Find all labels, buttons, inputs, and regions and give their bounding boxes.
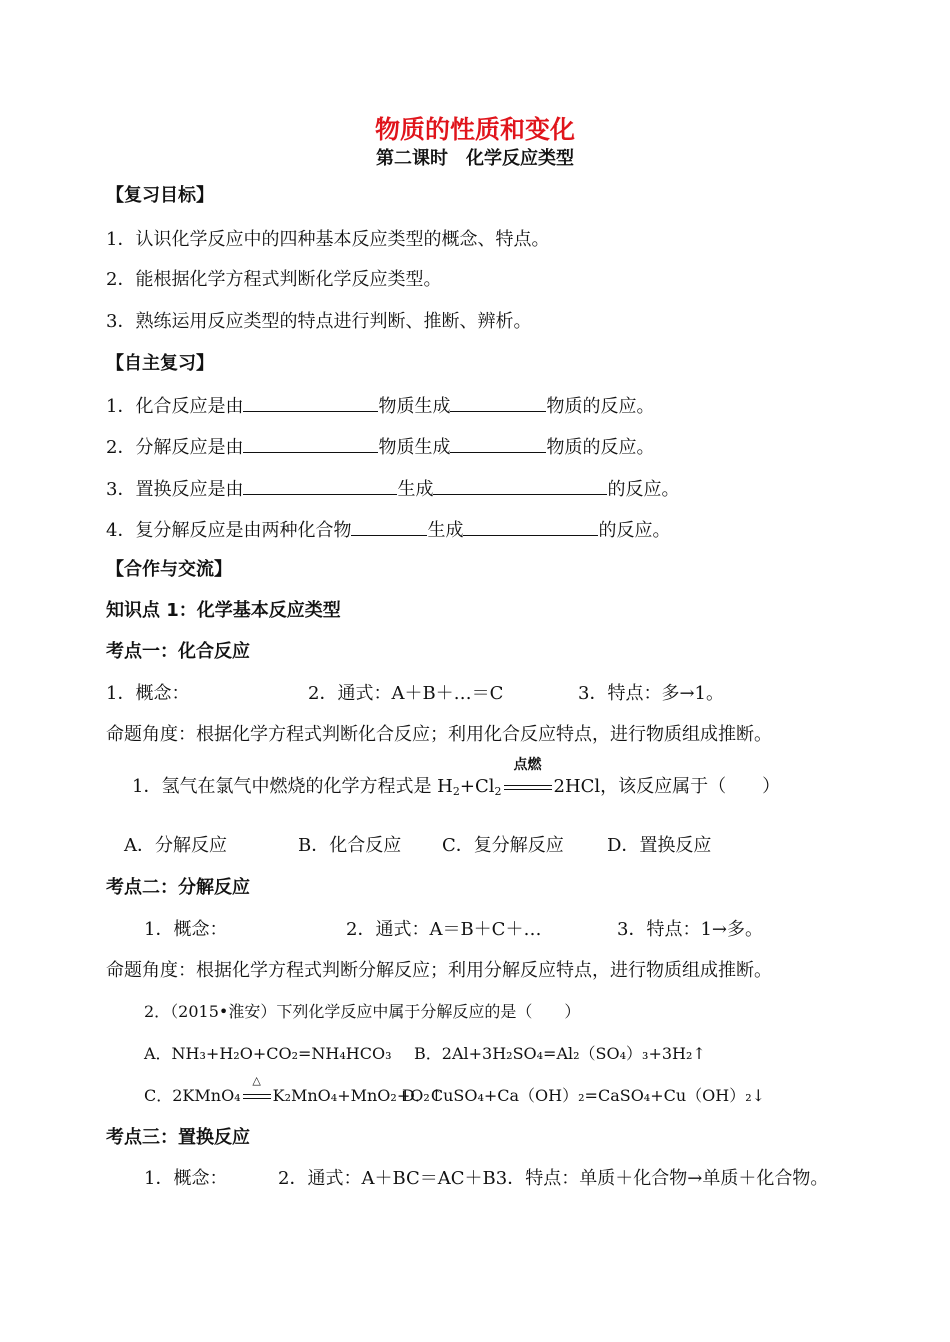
reaction-condition (502, 757, 554, 799)
test-point-2-concept: 1．概念： (144, 919, 228, 940)
fill-question-text: 2．分解反应是由 (106, 437, 244, 458)
answer-blank[interactable] (433, 475, 607, 495)
question-1-text: 2HCl，该反应属于（ ） (553, 776, 781, 797)
fill-question-2 (106, 433, 654, 460)
fill-question-text: 生成 (427, 520, 464, 541)
test-point-1-feature: 3．特点：多→1。 (578, 683, 724, 704)
fill-question-text: 3．置换反应是由 (106, 479, 244, 500)
self-review-heading: 【自主复习】 (106, 353, 214, 374)
document-title: 物质的性质和变化 (374, 115, 575, 144)
answer-blank[interactable] (351, 516, 427, 536)
fill-question-text: 物质的反应。 (546, 396, 655, 417)
option-a[interactable]: A．NH₃+H₂O+CO₂=NH₄HCO₃ (144, 1044, 392, 1063)
subscript: 2 (452, 785, 460, 798)
test-point-2-formula: 2．通式：A＝B＋C＋… (346, 919, 542, 940)
test-point-2-angle: 命题角度：根据化学方程式判断分解反应；利用分解反应特点，进行物质组成推断。 (106, 960, 772, 981)
question-1-text: +Cl (459, 776, 495, 797)
test-point-2-feature: 3．特点：1→多。 (617, 919, 763, 940)
option-b[interactable]: B．2Al+3H₂SO₄=Al₂（SO₄）₃+3H₂↑ (414, 1044, 706, 1063)
heat-triangle-icon: △ (252, 1074, 261, 1087)
test-point-3-heading: 考点三：置换反应 (106, 1127, 250, 1148)
test-point-1-concept: 1．概念： (106, 683, 190, 704)
option-c[interactable]: C．复分解反应 (442, 835, 564, 856)
fill-question-text: 物质生成 (378, 396, 451, 417)
option-b[interactable]: B．化合反应 (298, 835, 402, 856)
test-point-1-formula: 2．通式：A＋B＋…＝C (308, 683, 504, 704)
equals-sign (243, 1094, 271, 1099)
fill-question-text: 物质的反应。 (546, 437, 655, 458)
test-point-3-formula: 2．通式：A＋BC＝AC＋B3．特点：单质＋化合物→单质＋化合物。 (278, 1168, 829, 1189)
document-subtitle: 第二课时 化学反应类型 (376, 148, 574, 169)
fill-question-3 (106, 475, 679, 502)
test-point-1-angle: 命题角度：根据化学方程式判断化合反应；利用化合反应特点，进行物质组成推断。 (106, 724, 772, 745)
review-goal-item: 1．认识化学反应中的四种基本反应类型的概念、特点。 (106, 229, 550, 250)
answer-blank[interactable] (450, 392, 546, 412)
test-point-2-heading: 考点二：分解反应 (106, 877, 250, 898)
equals-sign (504, 785, 552, 790)
question-1-text: 1．氢气在氯气中燃烧的化学方程式是 H (132, 776, 453, 797)
fill-question-text: 的反应。 (607, 479, 680, 500)
fill-question-text: 4．复分解反应是由两种化合物 (106, 520, 352, 541)
fill-question-text: 生成 (397, 479, 434, 500)
answer-blank[interactable] (243, 392, 378, 412)
question-2: 2．（2015•淮安）下列化学反应中属于分解反应的是（ ） (144, 1002, 581, 1021)
option-a[interactable]: A．分解反应 (124, 835, 227, 856)
option-c-text: K₂MnO₄+MnO₂+O₂↑ (272, 1086, 444, 1105)
reaction-condition (241, 1074, 273, 1108)
fill-question-text: 物质生成 (378, 437, 451, 458)
review-goal-item: 3．熟练运用反应类型的特点进行判断、推断、辨析。 (106, 311, 532, 332)
fill-question-text: 1．化合反应是由 (106, 396, 244, 417)
question-1 (132, 757, 781, 799)
answer-blank[interactable] (450, 433, 546, 453)
option-d[interactable]: D．CuSO₄+Ca（OH）₂=CaSO₄+Cu（OH）₂↓ (402, 1086, 766, 1105)
option-d[interactable]: D．置换反应 (607, 835, 712, 856)
fill-question-1 (106, 392, 654, 419)
condition-label: 点燃 (513, 757, 542, 773)
option-c[interactable] (144, 1074, 444, 1108)
cooperation-heading: 【合作与交流】 (106, 559, 232, 580)
answer-blank[interactable] (243, 433, 378, 453)
knowledge-point-heading: 知识点 1：化学基本反应类型 (106, 600, 341, 621)
review-goal-item: 2．能根据化学方程式判断化学反应类型。 (106, 269, 442, 290)
option-c-text: C．2KMnO₄ (144, 1086, 241, 1105)
answer-blank[interactable] (243, 475, 397, 495)
answer-blank[interactable] (463, 516, 598, 536)
fill-question-text: 的反应。 (598, 520, 671, 541)
fill-question-4 (106, 516, 670, 543)
subscript: 2 (494, 785, 502, 798)
test-point-1-heading: 考点一：化合反应 (106, 641, 250, 662)
test-point-3-concept: 1．概念： (144, 1168, 228, 1189)
review-goals-heading: 【复习目标】 (106, 185, 214, 206)
